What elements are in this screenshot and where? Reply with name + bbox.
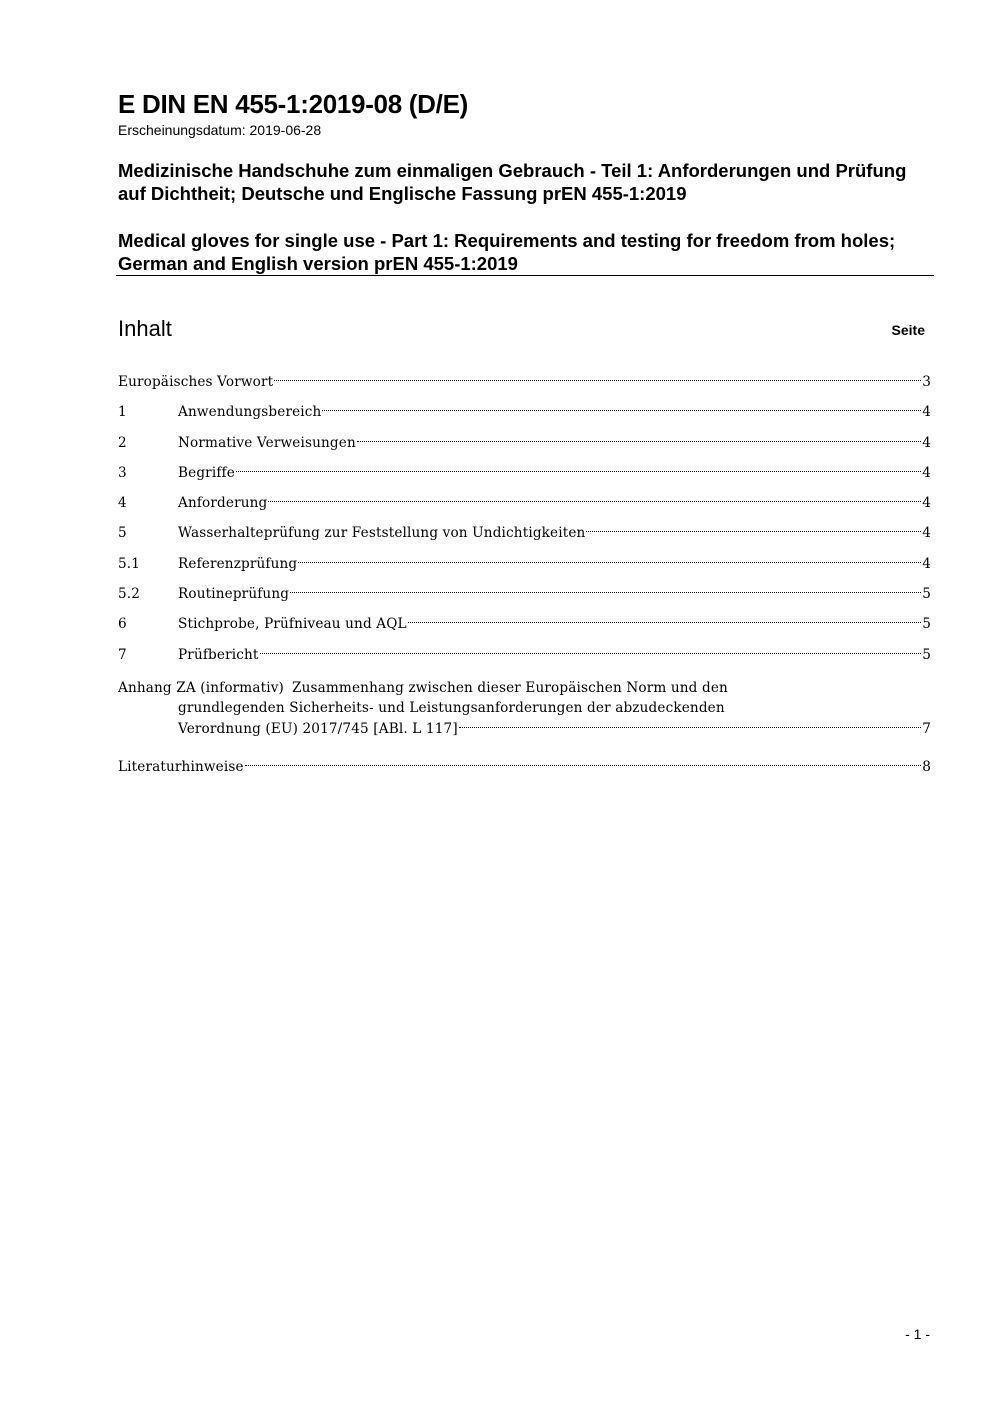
- toc-leader: [268, 501, 921, 502]
- toc-entry-number: 2: [118, 434, 127, 451]
- toc-entry-page: 4: [922, 434, 931, 451]
- toc-page-column-label: Seite: [891, 322, 925, 338]
- page-number: - 1 -: [905, 1326, 930, 1342]
- toc-entry-number: 1: [118, 404, 127, 421]
- publication-date: Erscheinungsdatum: 2019-06-28: [118, 122, 322, 138]
- toc-entry-page: 4: [922, 525, 931, 542]
- toc-entry-title: Wasserhalteprüfung zur Feststellung von Undichtigkeiten: [178, 525, 586, 542]
- toc-leader: [290, 592, 921, 593]
- toc-entry-page: 3: [922, 374, 931, 390]
- toc-leader: [236, 471, 921, 472]
- toc-entry-bibliography[interactable]: [118, 755, 931, 785]
- toc-entry-title: Literaturhinweise: [118, 758, 244, 775]
- annex-title-line-1: Zusammenhang zwischen dieser Europäischen Norm und den: [292, 679, 728, 696]
- toc-entry[interactable]: [118, 491, 931, 521]
- toc-entry[interactable]: [118, 643, 931, 673]
- toc-entry-page: 5: [922, 646, 931, 663]
- toc-leader: [408, 622, 921, 623]
- toc-entry-title: Anwendungsbereich: [178, 404, 322, 421]
- toc-entry[interactable]: [118, 431, 931, 461]
- table-of-contents: [118, 370, 931, 785]
- toc-entry-title: Normative Verweisungen: [178, 434, 356, 451]
- annex-label: Anhang ZA (informativ): [118, 679, 285, 696]
- toc-entry-page: 4: [922, 404, 931, 421]
- document-id: E DIN EN 455-1:2019-08 (D/E): [118, 89, 468, 119]
- toc-entry-number: 5.1: [118, 555, 141, 572]
- toc-entry-number: 6: [118, 616, 127, 633]
- title-german: Medizinische Handschuhe zum einmaligen Gebrauch - Teil 1: Anforderungen und Prüfung auf Dichtheit; Deutsche und Englische Fassung prEN 455-1:2019: [118, 160, 907, 204]
- toc-leader: [322, 410, 921, 411]
- toc-entry-title: Europäisches Vorwort: [118, 374, 274, 390]
- title-divider: [116, 275, 934, 276]
- toc-leader: [459, 727, 921, 728]
- toc-entry-number: 4: [118, 495, 127, 512]
- toc-entry[interactable]: [118, 582, 931, 612]
- toc-entry-number: 7: [118, 646, 127, 663]
- toc-entry-title: Prüfbericht: [178, 646, 259, 663]
- toc-entry[interactable]: [118, 370, 931, 400]
- toc-entry[interactable]: [118, 612, 931, 642]
- toc-entry-number: 3: [118, 464, 127, 481]
- toc-entry-title: Anforderung: [178, 495, 268, 512]
- toc-heading: Inhalt: [118, 316, 172, 341]
- toc-leader: [274, 380, 921, 381]
- toc-entry-page: 7: [922, 720, 931, 737]
- toc-entry-page: 8: [922, 758, 931, 775]
- toc-entry-page: 4: [922, 555, 931, 572]
- toc-entry-number: 5.2: [118, 586, 141, 603]
- annex-title-line-2: grundlegenden Sicherheits- und Leistungsanforderungen der abzudeckenden: [178, 700, 725, 717]
- toc-entry[interactable]: [118, 552, 931, 582]
- toc-leader: [357, 441, 921, 442]
- toc-entry-annex[interactable]: [118, 673, 931, 755]
- toc-entry[interactable]: [118, 400, 931, 430]
- toc-entry-page: 4: [922, 495, 931, 512]
- toc-entry-title: Routineprüfung: [178, 586, 290, 603]
- toc-leader: [586, 531, 921, 532]
- toc-leader: [298, 562, 921, 563]
- toc-entry-number: 5: [118, 525, 127, 542]
- toc-entry-title: Referenzprüfung: [178, 555, 298, 572]
- toc-leader: [260, 653, 922, 654]
- toc-entry-page: 5: [922, 616, 931, 633]
- toc-leader: [245, 765, 922, 766]
- annex-title-line-3: Verordnung (EU) 2017/745 [ABl. L 117]: [178, 720, 458, 737]
- toc-entry-title: Begriffe: [178, 464, 235, 481]
- toc-entry-page: 4: [922, 464, 931, 481]
- title-english: Medical gloves for single use - Part 1: Requirements and testing for freedom from holes; German and English version prEN 455-1:2019: [118, 230, 896, 274]
- toc-entry[interactable]: [118, 521, 931, 551]
- toc-entry-page: 5: [922, 586, 931, 603]
- toc-entry-title: Stichprobe, Prüfniveau und AQL: [178, 616, 407, 633]
- toc-entry[interactable]: [118, 461, 931, 491]
